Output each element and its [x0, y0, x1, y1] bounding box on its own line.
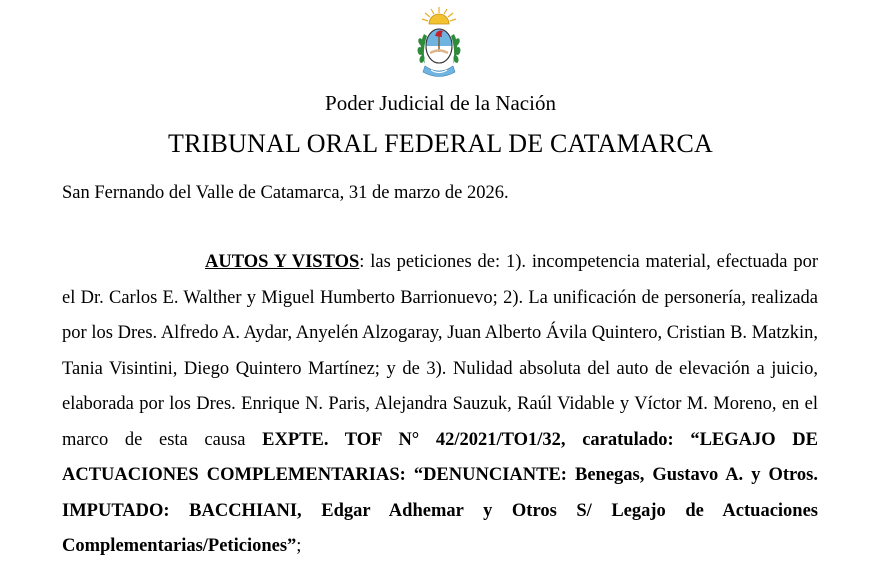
case-reference: EXPTE. TOF N° 42/2021/TO1/32, caratulado: “LEGAJO DE ACTUACIONES COMPLEMENTARIAS: “DENUNCIANTE: Benegas, Gustavo A. y Otros. IMPUTADO: BACCHIANI, Edgar Adhemar y Otros S/ Legajo de Actuaciones Complementarias/Peticiones” [62, 429, 818, 556]
place-and-date: San Fernando del Valle de Catamarca, 31 de marzo de 2026. [62, 183, 509, 203]
autos-y-vistos-heading: AUTOS Y VISTOS [205, 252, 360, 272]
tribunal-name: TRIBUNAL ORAL FEDERAL DE CATAMARCA [168, 129, 713, 158]
resolution-paragraph [62, 245, 818, 565]
institution-name: Poder Judicial de la Nación [325, 91, 556, 115]
paragraph-end: ; [296, 536, 302, 556]
petitions-text: : las peticiones de: 1). incompetencia material, efectuada por el Dr. Carlos E. Walther y Miguel Humberto Barrionuevo; 2). La unificación de personería, realizada por los Dres. Alfredo A. Aydar, Anyelén Alzogaray, Juan Alberto Ávila Quintero, Cristian B. Matzkin, Tania Visintini, Diego Quintero Martínez; y de 3). Nulidad absoluta del auto de elevación a juicio, elaborada por los Dres. Enrique N. Paris, Alejandra Sauzuk, Raúl Vidable y Víctor M. Moreno, en el marco de esta causa [62, 252, 818, 450]
argentina-coat-of-arms-icon [411, 6, 467, 86]
